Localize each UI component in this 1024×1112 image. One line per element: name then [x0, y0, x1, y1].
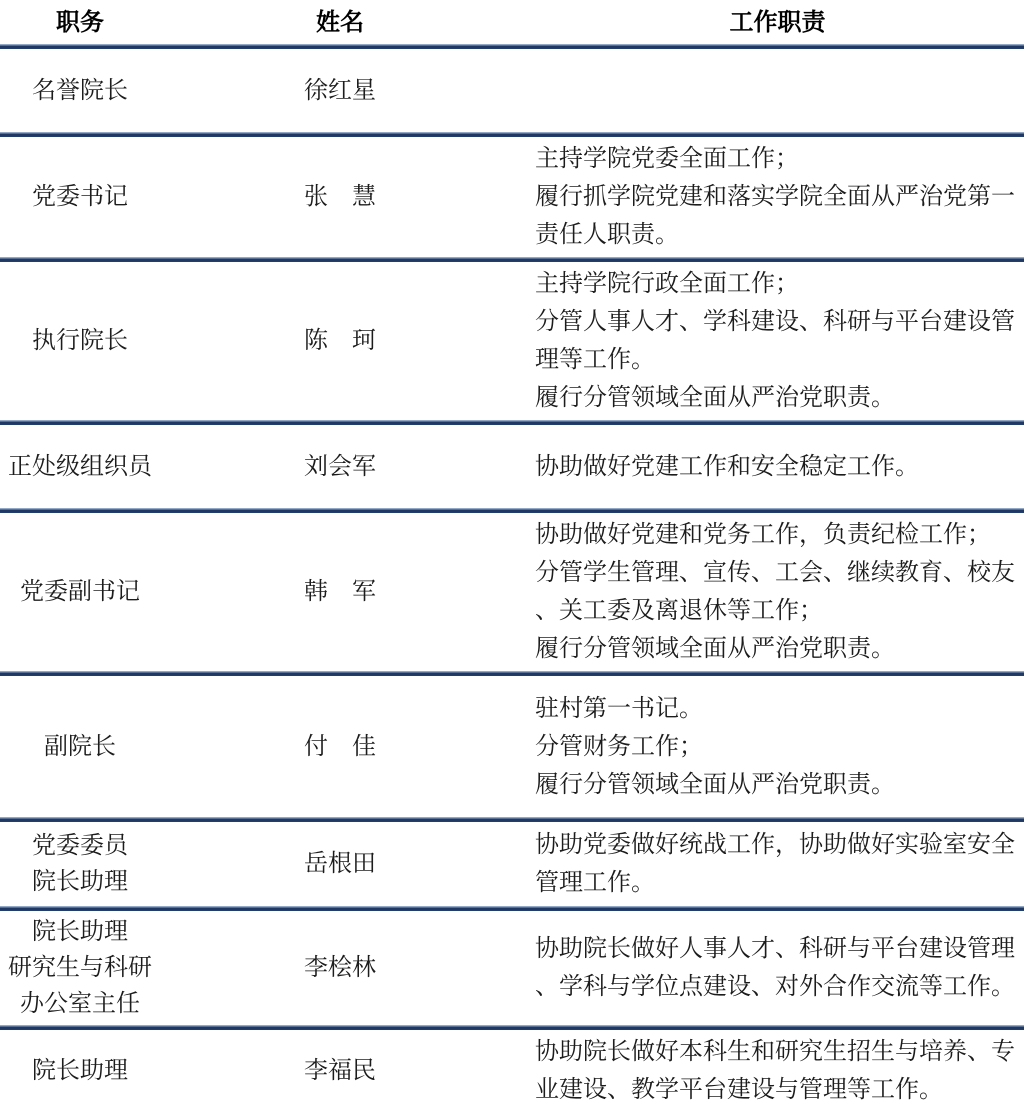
position-cell — [0, 449, 160, 485]
position-line: 办公室主任 — [20, 990, 140, 1017]
name-cell: 张 慧 — [304, 183, 376, 210]
table-body — [0, 44, 1024, 1112]
position-cell — [0, 914, 160, 1022]
table-row — [0, 49, 1024, 132]
position-line: 名誉院长 — [32, 76, 128, 104]
name-cell: 韩 军 — [304, 578, 376, 605]
header-position: 职务 — [56, 10, 104, 36]
duties-cell — [520, 448, 1024, 486]
duty-line: 主持学院行政全面工作； — [535, 270, 799, 297]
table-header-row — [0, 0, 1024, 44]
duties-cell — [520, 930, 1024, 1006]
position-cell — [0, 179, 160, 215]
position-cell — [0, 828, 160, 900]
duty-line: 分管财务工作； — [535, 732, 703, 760]
duty-line: 分管学生管理、宣传、工会、继续教育、校友、关工委及离退休等工作； — [535, 559, 1015, 624]
table-row — [0, 425, 1024, 508]
duty-line: 履行分管领域全面从严治党职责。 — [535, 635, 895, 662]
duty-line: 协助院长做好人事人才、科研与平台建设管理、学科与学位点建设、对外合作交流等工作。 — [535, 935, 1015, 1000]
table-row — [0, 911, 1024, 1025]
duty-line: 驻村第一书记。 — [535, 694, 703, 722]
table-row — [0, 137, 1024, 257]
position-line: 党委委员 — [32, 832, 128, 859]
duty-line: 履行分管领域全面从严治党职责。 — [535, 384, 895, 411]
header-duties: 工作职责 — [729, 10, 826, 36]
duties-cell — [520, 1033, 1024, 1109]
table-row — [0, 262, 1024, 420]
table-row — [0, 1030, 1024, 1112]
name-cell: 徐红星 — [304, 76, 376, 104]
duty-line: 协助做好党建工作和安全稳定工作。 — [535, 452, 919, 480]
position-cell — [0, 574, 160, 610]
table-row — [0, 676, 1024, 817]
duty-line: 主持学院党委全面工作； — [535, 145, 799, 172]
position-line: 研究生与科研 — [8, 954, 152, 981]
duties-cell — [520, 826, 1024, 902]
position-line: 院长助理 — [32, 868, 128, 895]
duties-cell — [520, 516, 1024, 668]
position-cell — [0, 729, 160, 765]
position-line: 院长助理 — [32, 918, 128, 945]
header-name: 姓名 — [316, 10, 364, 36]
duties-cell — [520, 265, 1024, 417]
position-line: 院长助理 — [32, 1057, 128, 1084]
duty-line: 分管人事人才、学科建设、科研与平台建设管理等工作。 — [535, 308, 1015, 373]
position-line: 副院长 — [44, 732, 116, 760]
name-cell: 李福民 — [304, 1057, 376, 1084]
duty-line: 履行分管领域全面从严治党职责。 — [535, 770, 895, 798]
duties-cell — [520, 140, 1024, 254]
duty-line: 协助做好党建和党务工作，负责纪检工作； — [535, 521, 991, 548]
name-cell: 李桧林 — [304, 954, 376, 981]
position-line: 执行院长 — [32, 327, 128, 354]
name-cell: 刘会军 — [304, 452, 376, 480]
position-line: 党委副书记 — [20, 578, 140, 605]
position-cell — [0, 1053, 160, 1089]
duty-line: 协助党委做好统战工作，协助做好实验室安全管理工作。 — [535, 831, 1015, 896]
table-row — [0, 513, 1024, 671]
table-row — [0, 822, 1024, 906]
duties-cell — [520, 690, 1024, 804]
duty-line: 履行抓学院党建和落实学院全面从严治党第一责任人职责。 — [535, 183, 1015, 248]
position-line: 正处级组织员 — [8, 452, 152, 480]
position-cell — [0, 323, 160, 359]
position-cell — [0, 73, 160, 109]
duty-line: 协助院长做好本科生和研究生招生与培养、专业建设、教学平台建设与管理等工作。 — [535, 1038, 1015, 1103]
name-cell: 岳根田 — [304, 850, 376, 877]
name-cell: 陈 珂 — [304, 327, 376, 354]
name-cell: 付 佳 — [304, 732, 376, 760]
position-line: 党委书记 — [32, 183, 128, 210]
